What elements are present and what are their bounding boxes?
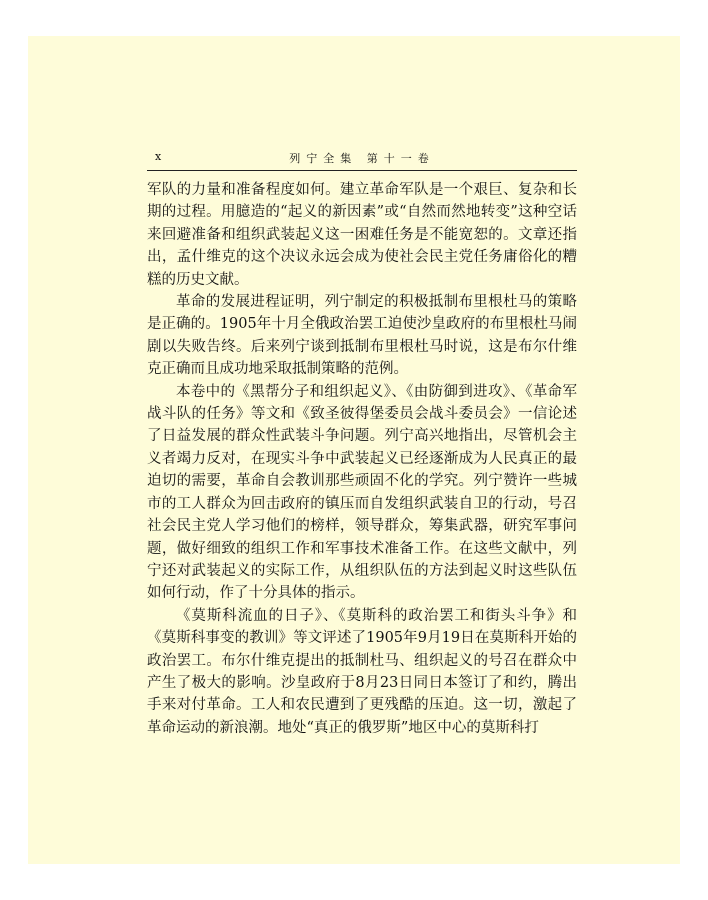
running-title: 列宁全集 第十一卷 [289,152,435,165]
paragraph: 《莫斯科流血的日子》、《莫斯科的政治罢工和街头斗争》和《莫斯科事变的教训》等文评述了1905年9月19日在莫斯科开始的政治罢工。布尔什维克提出的抵制杜马、组织起义的号召在群众中产生了极大的影响。沙皇政府于8月23日同日本签订了和约，腾出手来对付革命。工人和农民遭到了更残酷的压迫。这一切，激起了革命运动的新浪潮。地处“真正的俄罗斯”地区中心的莫斯科打 [147,607,577,736]
page-number: x [155,150,162,163]
paragraph: 军队的力量和准备程度如何。建立革命军队是一个艰巨、复杂和长期的过程。用臆造的“起义的新因素”或“自然而然地转变”这种空话来回避准备和组织武装起义这一困难任务是不能宽恕的。文章还指出，孟什维克的这个决议永远会成为使社会民主党任务庸俗化的糟糕的历史文献。 [147,182,577,288]
page-header [147,150,577,166]
paragraph: 本卷中的《黑帮分子和组织起义》、《由防御到进攻》、《革命军战斗队的任务》等文和《致圣彼得堡委员会战斗委员会》一信论述了日益发展的群众性武装斗争问题。列宁高兴地指出，尽管机会主义者竭力反对，在现实斗争中武装起义已经逐渐成为人民真正的最迫切的需要，革命自会教训那些顽固不化的学究。列宁赞许一些城市的工人群众为回击政府的镇压而自发组织武装自卫的行动，号召社会民主党人学习他们的榜样，领导群众，筹集武器，研究军事问题，做好细致的组织工作和军事技术准备工作。在这些文献中，列宁还对武装起义的实际工作，从组织队伍的方法到起义时这些队伍如何行动，作了十分具体的指示。 [147,383,577,602]
paragraph: 革命的发展进程证明，列宁制定的积极抵制布里根杜马的策略是正确的。1905年十月全俄政治罢工迫使沙皇政府的布里根杜马闹剧以失败告终。后来列宁谈到抵制布里根杜马时说，这是布尔什维克正确而且成功地采取抵制策略的范例。 [147,294,577,378]
body-text [147,179,577,739]
header-rule [147,170,577,171]
